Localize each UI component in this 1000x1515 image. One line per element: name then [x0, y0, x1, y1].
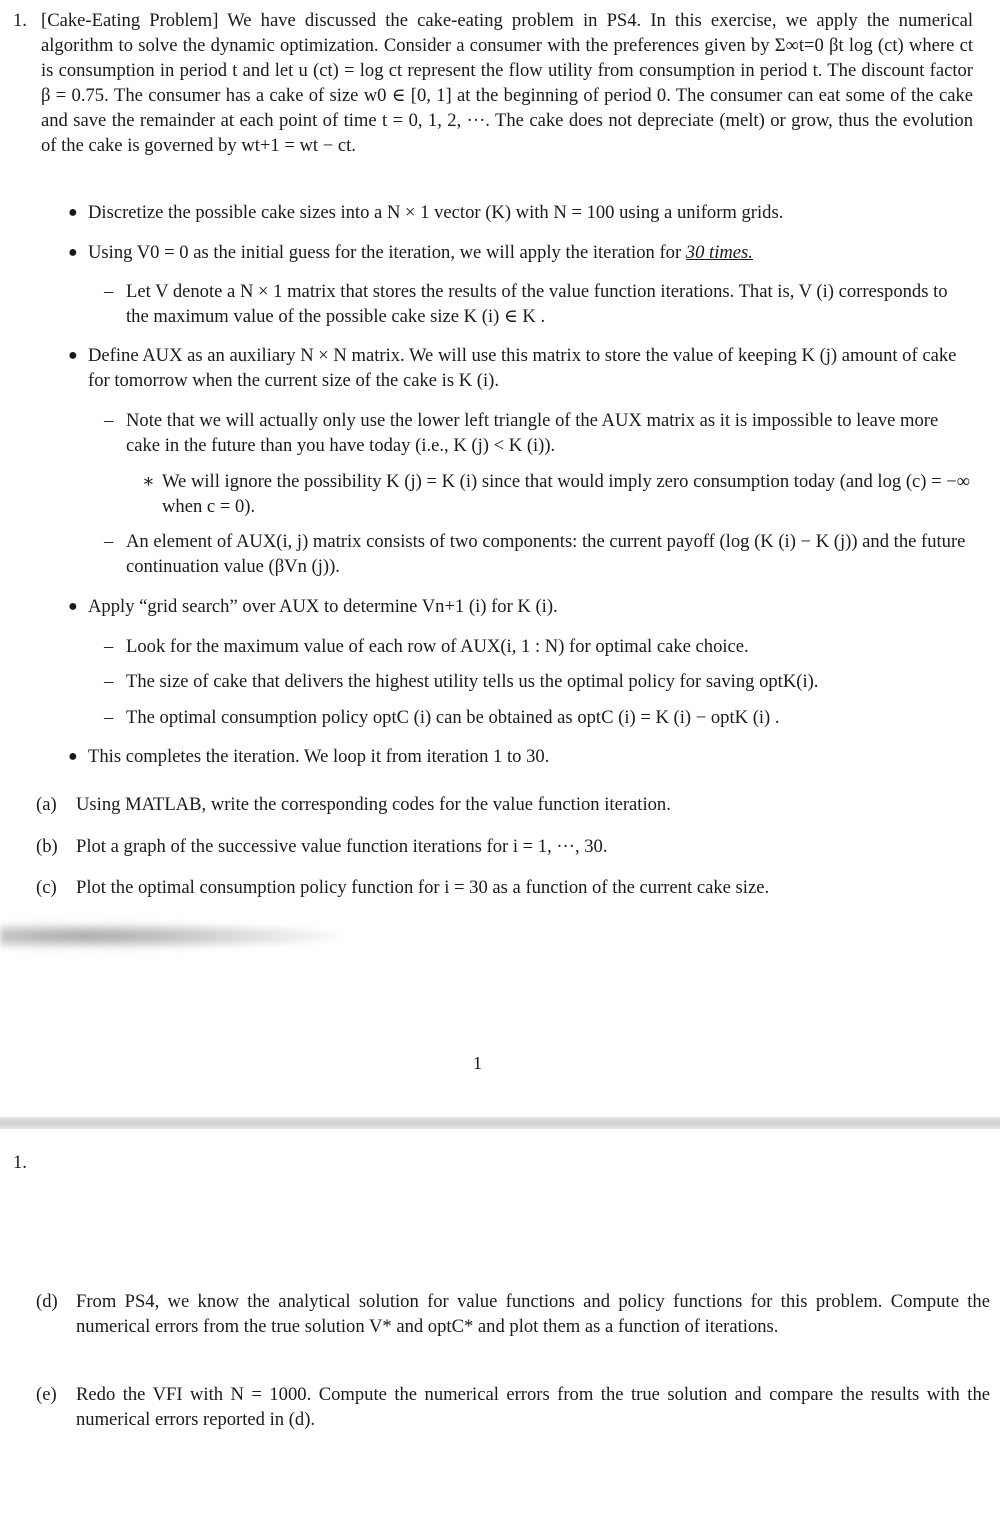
dash-icon: –	[104, 531, 114, 552]
subbullet-text: The optimal consumption policy optC (i) can be obtained as optC (i) = K (i) − optK (i) .	[126, 707, 780, 728]
part-text: Plot a graph of the successive value function iterations for i = 1, ···, 30.	[76, 836, 608, 857]
bullet-discretize	[68, 200, 968, 225]
part-b	[36, 834, 970, 859]
page-number: 1	[473, 1053, 482, 1073]
part-label: (d)	[36, 1291, 58, 1312]
page-separator	[0, 1117, 1000, 1129]
subbullet-text: Look for the maximum value of each row of AUX(i, 1 : N) for optimal cake choice.	[126, 636, 749, 657]
part-a	[36, 792, 970, 817]
subbullet-opt-saving	[104, 669, 976, 694]
dash-icon: –	[104, 410, 114, 431]
problem-number: 1.	[13, 10, 27, 31]
bullet-dot-icon: ●	[68, 244, 78, 261]
dash-icon: –	[104, 636, 114, 657]
bullet-text: Discretize the possible cake sizes into a N × 1 vector (K) with N = 100 using a uniform grids.	[88, 202, 784, 223]
bullet-loop	[68, 744, 968, 769]
document-page-2	[0, 1129, 1000, 1515]
dash-icon: –	[104, 281, 114, 302]
subbullet-v-matrix	[104, 279, 970, 329]
part-e	[36, 1382, 990, 1432]
subbullet-opt-consumption	[104, 705, 970, 730]
part-label: (c)	[36, 877, 57, 898]
subbullet-text: Let V denote a N × 1 matrix that stores the results of the value function iterations. That is, V (i) corresponds to the maximum value of the possible cake size K (i) ∈ K .	[126, 281, 948, 327]
subbullet-text: The size of cake that delivers the highest utility tells us the optimal policy for saving optK(i).	[126, 671, 819, 692]
part-label: (e)	[36, 1384, 57, 1405]
subbullet-row-max	[104, 634, 970, 659]
star-icon: ∗	[142, 471, 155, 492]
dash-icon: –	[104, 707, 114, 728]
subbullet-text: An element of AUX(i, j) matrix consists of two components: the current payoff (log (K (i) − K (j)) and the future continuation value (βVn (j)).	[126, 531, 966, 577]
subbullet-aux-components	[104, 529, 990, 579]
part-text: Redo the VFI with N = 1000. Compute the numerical errors from the true solution and compare the results with the numerical errors reported in (d).	[76, 1384, 990, 1430]
part-text: Plot the optimal consumption policy function for i = 30 as a function of the current cake size.	[76, 877, 770, 898]
bullet-grid-search	[68, 594, 968, 619]
part-c	[36, 875, 976, 900]
bullet-dot-icon: ●	[68, 748, 78, 765]
part-text: Using MATLAB, write the corresponding codes for the value function iteration.	[76, 794, 671, 815]
bullet-aux-matrix	[68, 343, 970, 393]
subsubbullet-zero-consumption	[142, 469, 970, 519]
emphasized-text: 30 times.	[685, 242, 753, 263]
subsubbullet-text: We will ignore the possibility K (j) = K (i) since that would imply zero consumption today (and log (c) = −∞ when c = 0).	[162, 471, 970, 517]
problem-number-repeat: 1.	[13, 1152, 27, 1173]
bullet-text: This completes the iteration. We loop it from iteration 1 to 30.	[88, 746, 550, 767]
subbullet-lower-triangle	[104, 408, 970, 458]
blurred-smudge	[0, 922, 340, 950]
bullet-dot-icon: ●	[68, 347, 78, 364]
part-label: (b)	[36, 836, 58, 857]
bullet-initial-guess	[68, 240, 968, 265]
bullet-text: Using V0 = 0 as the initial guess for the iteration, we will apply the iteration for	[88, 242, 686, 263]
subbullet-text: Note that we will actually only use the lower left triangle of the AUX matrix as it is impossible to leave more cake in the future than you have today (i.e., K (j) < K (i)).	[126, 410, 939, 456]
bullet-dot-icon: ●	[68, 598, 78, 615]
part-text: From PS4, we know the analytical solution for value functions and policy functions for this problem. Compute the numerical errors from the true solution V* and optC* and plot them as a function of iterations.	[76, 1291, 990, 1337]
bullet-text: Apply “grid search” over AUX to determine Vn+1 (i) for K (i).	[88, 596, 558, 617]
part-d	[36, 1289, 990, 1339]
bullet-text: Define AUX as an auxiliary N × N matrix. We will use this matrix to store the value of keeping K (j) amount of cake for tomorrow when the current size of the cake is K (i).	[88, 345, 957, 391]
bullet-dot-icon: ●	[68, 204, 78, 221]
problem-intro	[13, 8, 973, 158]
problem-intro-text: [Cake-Eating Problem] We have discussed the cake-eating problem in PS4. In this exercise, we apply the numerical algorithm to solve the dynamic optimization. Consider a consumer with the preferences given by Σ∞t=0 βt log (ct) where ct is consumption in period t and let u (ct) = log ct represent the flow utility from consumption in period t. The discount factor β = 0.75. The consumer has a cake of size w0 ∈ [0, 1] at the beginning of period 0. The consumer can eat some of the cake and save the remainder at each point of time t = 0, 1, 2, ···. The cake does not depreciate (melt) or grow, thus the evolution of the cake is governed by wt+1 = wt − ct.	[41, 10, 973, 156]
dash-icon: –	[104, 671, 114, 692]
part-label: (a)	[36, 794, 57, 815]
